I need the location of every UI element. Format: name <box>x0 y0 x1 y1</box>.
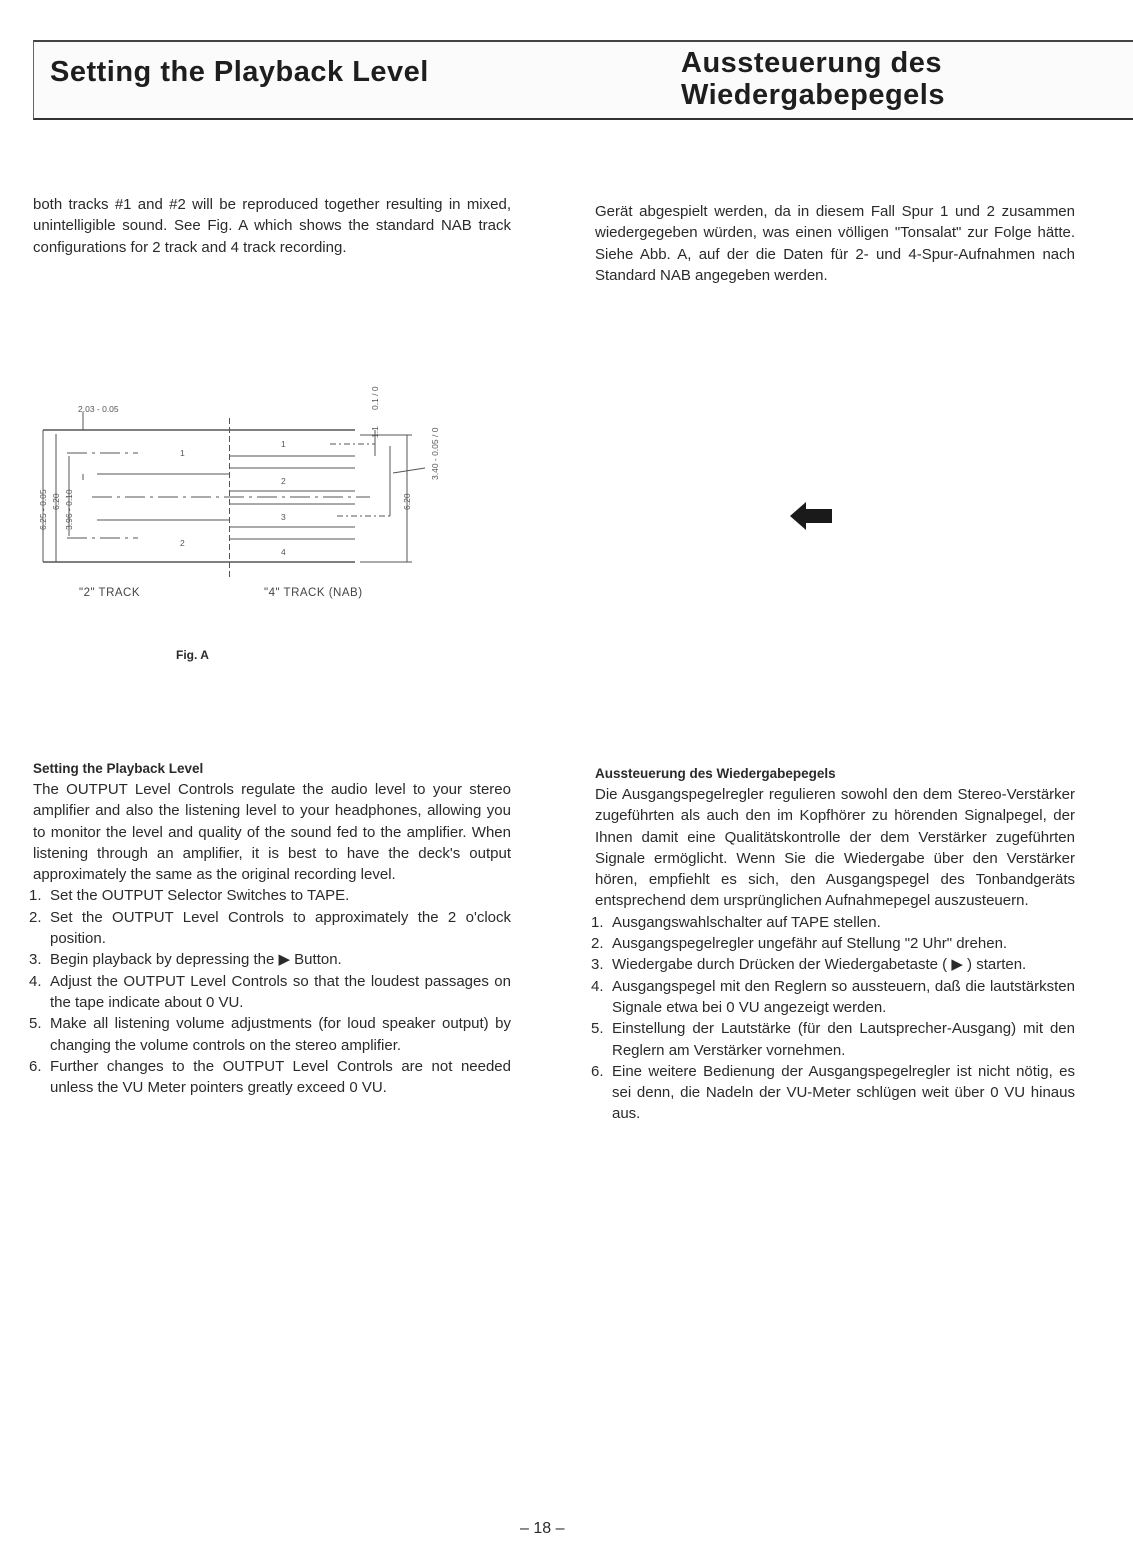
step-item <box>29 885 511 906</box>
step-text: Wiedergabe durch Drücken der Wiedergabetaste ( ▶ ) starten. <box>612 956 1027 974</box>
step-item <box>591 1018 1075 1061</box>
step-number: 2. <box>591 935 604 953</box>
dim-left1: 6.25 - 0.05 <box>38 489 48 530</box>
step-item <box>591 933 1075 954</box>
step-number: 6. <box>591 1062 604 1080</box>
track-4-num-2: 2 <box>281 476 286 486</box>
track-2-num-2: 2 <box>180 538 185 548</box>
step-text: Set the OUTPUT Selector Switches to TAPE. <box>50 887 350 905</box>
step-number: 5. <box>29 1015 42 1033</box>
step-text: Begin playback by depressing the ▶ Button. <box>50 951 342 969</box>
step-text: Further changes to the OUTPUT Level Controls are not needed unless the VU Meter pointers greatly exceed 0 VU. <box>50 1057 511 1097</box>
section-de-heading: Aussteuerung des Wiedergabepegels <box>595 766 836 781</box>
section-de <box>591 764 1075 1125</box>
section-en <box>29 759 511 1098</box>
steps-en <box>29 885 511 1098</box>
steps-de <box>591 912 1075 1125</box>
section-en-heading: Setting the Playback Level <box>33 761 204 776</box>
step-number: 3. <box>591 956 604 974</box>
step-text: Adjust the OUTPUT Level Controls so that the loudest passages on the tape indicate about 0 VU. <box>50 972 511 1011</box>
step-item <box>29 971 511 1014</box>
track-diagram <box>30 380 460 610</box>
step-item <box>591 976 1075 1019</box>
step-number: 6. <box>29 1057 42 1075</box>
step-text: Eine weitere Bedienung der Ausgangspegelregler ist nicht nötig, es sei denn, die Nadeln der VU-Meter schlügen weit über 0 VU hinaus aus. <box>612 1062 1075 1123</box>
step-number: 4. <box>29 972 42 990</box>
step-text: Einstellung der Lautstärke (für den Lautsprecher-Ausgang) mit den Reglern am Verstärker vornehmen. <box>612 1020 1075 1059</box>
step-number: 1. <box>29 887 42 905</box>
step-text: Ausgangspegel mit den Reglern so aussteuern, daß die lautstärksten Signale etwa bei 0 VU angezeigt werden. <box>612 977 1075 1016</box>
title-de-line1: Aussteuerung des <box>681 47 942 79</box>
track-2-num-1: 1 <box>180 448 185 458</box>
track-4-num-1: 1 <box>281 439 286 449</box>
step-item <box>591 1061 1075 1125</box>
title-en: Setting the Playback Level <box>50 56 429 88</box>
label-2-track: "2" TRACK <box>79 587 141 599</box>
step-text: Ausgangspegelregler ungefähr auf Stellung "2 Uhr" drehen. <box>612 935 1008 953</box>
title-de-line2: Wiedergabepegels <box>681 79 945 111</box>
tape-edges <box>43 418 355 580</box>
title-de <box>681 47 945 111</box>
dim-left2: 6.20 <box>51 493 61 510</box>
step-item <box>29 949 511 970</box>
page-header <box>33 40 1133 120</box>
step-item <box>29 1056 511 1099</box>
step-number: 1. <box>591 913 604 931</box>
step-number: 4. <box>591 977 604 995</box>
dim-top: 2.03 - 0.05 <box>78 404 119 414</box>
left-arrow-icon <box>790 500 836 532</box>
page-number: – 18 – <box>520 1520 565 1537</box>
dim-left3: 3.96 - 0.10 <box>64 489 74 530</box>
track-4-num-3: 3 <box>281 512 286 522</box>
track-4-num-4: 4 <box>281 547 286 557</box>
step-number: 2. <box>29 908 42 926</box>
step-text: Make all listening volume adjustments (for loud speaker output) by changing the volume controls on the stereo amplifier. <box>50 1015 511 1054</box>
section-de-body: Die Ausgangspegelregler regulieren sowohl den dem Stereo-Verstärker zugeführten als auch den im Kopfhörer zu hörenden Signalpegel, der Ihnen damit eine Qualitätskontrolle der dem Verstärker zugeführten Signale ermöglicht. Wenn Sie die Wiedergabe über den Verstärker hören, empfiehlt es sich, den Ausgangspegel des Tonbandgeräts entsprechend dem ursprünglichen Aufnahmepegel auszusteuern. <box>595 786 1075 910</box>
step-number: 3. <box>29 951 42 969</box>
step-item <box>29 1013 511 1056</box>
four-track-lines <box>229 444 390 539</box>
dim-right1: 0.1 / 0 <box>370 386 380 410</box>
figure-caption: Fig. A <box>176 648 209 662</box>
step-item <box>591 912 1075 933</box>
step-item <box>591 954 1075 975</box>
section-en-body: The OUTPUT Level Controls regulate the audio level to your stereo amplifier and also the listening level to your headphones, allowing you to monitor the level and quality of the sound fed to the amplifier. When listening through an amplifier, it is best to have the deck's output approximately the same as the original recording level. <box>33 781 511 884</box>
dim-right2: 1.1 <box>370 426 380 438</box>
dim-right4: 6.20 <box>402 493 412 510</box>
label-4-track: "4" TRACK (NAB) <box>264 587 363 599</box>
intro-de: Gerät abgespielt werden, da in diesem Fall Spur 1 und 2 zusammen wiedergegeben würden, was einen völligen "Tonsalat" zur Folge hätte. Siehe Abb. A, auf der die Daten für 2- und 4-Spur-Aufnahmen nach Standard NAB angegeben werden. <box>595 203 1075 284</box>
dim-right3: 3.40 - 0.05 / 0 <box>430 427 440 480</box>
step-text: Set the OUTPUT Level Controls to approximately the 2 o'clock position. <box>50 908 511 948</box>
intro-en: both tracks #1 and #2 will be reproduced together resulting in mixed, unintelligible sound. See Fig. A which shows the standard NAB track configurations for 2 track and 4 track recording. <box>33 196 511 256</box>
two-track-lines <box>67 453 370 538</box>
step-number: 5. <box>591 1020 604 1038</box>
step-item <box>29 907 511 950</box>
step-text: Ausgangswahlschalter auf TAPE stellen. <box>612 913 881 931</box>
